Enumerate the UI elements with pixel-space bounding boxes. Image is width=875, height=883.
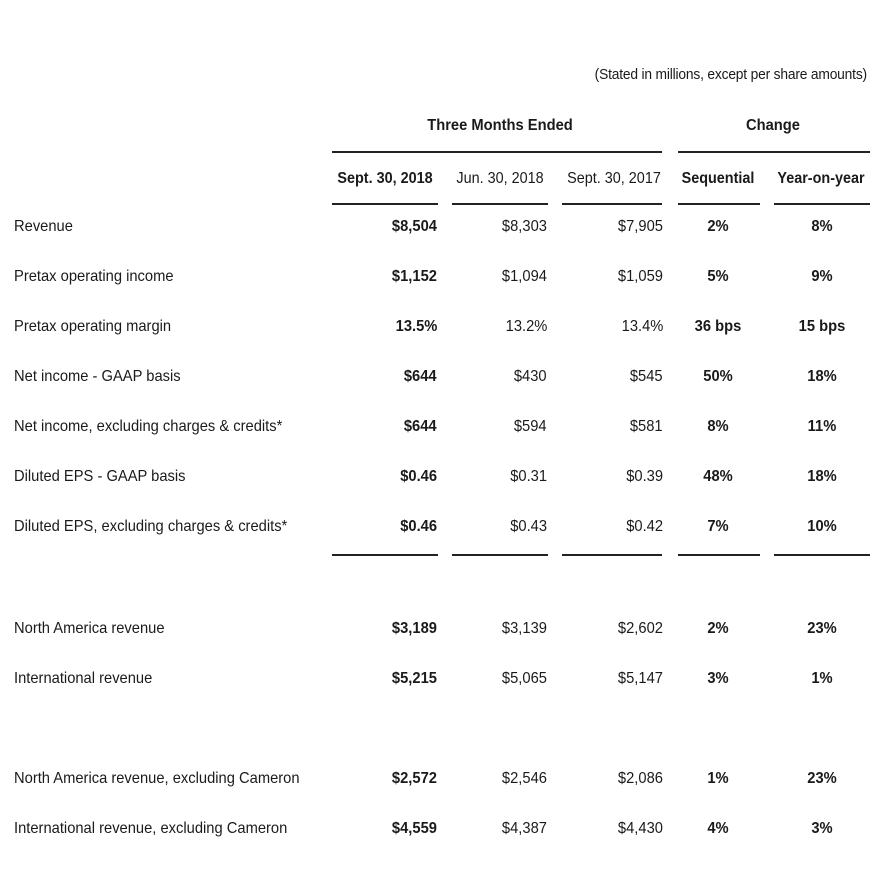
row-label: Net income, excluding charges & credits* — [14, 418, 283, 435]
cell-sequential: 4% — [707, 820, 729, 837]
row-label: Diluted EPS, excluding charges & credits* — [14, 518, 288, 535]
column-underline — [452, 203, 548, 205]
units-note: (Stated in millions, except per share amounts) — [594, 66, 867, 83]
cell-sept-2018: $3,189 — [391, 620, 437, 637]
cell-sequential: 7% — [707, 518, 729, 535]
cell-jun-2018: $5,065 — [501, 670, 547, 687]
cell-year-on-year: 11% — [807, 418, 837, 435]
block-underline — [562, 554, 662, 556]
cell-sequential: 5% — [707, 268, 729, 285]
cell-sept-2017: $1,059 — [617, 268, 663, 285]
row-label: Revenue — [14, 218, 73, 235]
cell-sept-2017: $7,905 — [617, 218, 663, 235]
cell-sequential: 8% — [707, 418, 729, 435]
cell-jun-2018: $594 — [514, 418, 547, 435]
cell-year-on-year: 9% — [811, 268, 833, 285]
cell-sept-2018: $644 — [404, 418, 437, 435]
cell-sequential: 2% — [707, 218, 729, 235]
cell-sept-2017: 13.4% — [621, 318, 663, 335]
cell-sept-2017: $2,086 — [617, 770, 663, 787]
row-label: Diluted EPS - GAAP basis — [14, 468, 186, 485]
cell-sept-2018: $5,215 — [391, 670, 437, 687]
cell-jun-2018: $430 — [514, 368, 547, 385]
header-divider-change — [678, 151, 870, 153]
column-underline — [774, 203, 870, 205]
cell-year-on-year: 8% — [811, 218, 833, 235]
cell-sept-2017: $4,430 — [617, 820, 663, 837]
cell-year-on-year: 18% — [807, 468, 837, 485]
cell-sept-2018: $8,504 — [391, 218, 437, 235]
cell-jun-2018: $0.43 — [510, 518, 547, 535]
cell-jun-2018: 13.2% — [505, 318, 547, 335]
column-underline — [332, 203, 438, 205]
cell-jun-2018: $2,546 — [501, 770, 547, 787]
cell-sequential: 48% — [703, 468, 733, 485]
cell-year-on-year: 1% — [811, 670, 833, 687]
header-change: Change — [746, 117, 800, 134]
column-underline — [562, 203, 662, 205]
cell-sept-2017: $0.39 — [626, 468, 663, 485]
row-label: Pretax operating income — [14, 268, 174, 285]
block-underline — [332, 554, 438, 556]
cell-jun-2018: $3,139 — [501, 620, 547, 637]
block-underline — [678, 554, 760, 556]
cell-year-on-year: 23% — [807, 620, 837, 637]
column-underline — [678, 203, 760, 205]
column-header-sept-2018: Sept. 30, 2018 — [337, 170, 433, 187]
column-header-jun-2018: Jun. 30, 2018 — [456, 170, 544, 187]
cell-sept-2018: $2,572 — [391, 770, 437, 787]
cell-year-on-year: 18% — [807, 368, 837, 385]
row-label: Pretax operating margin — [14, 318, 172, 335]
cell-jun-2018: $0.31 — [510, 468, 547, 485]
cell-jun-2018: $8,303 — [501, 218, 547, 235]
cell-year-on-year: 23% — [807, 770, 837, 787]
cell-sept-2017: $581 — [630, 418, 663, 435]
cell-year-on-year: 10% — [807, 518, 837, 535]
cell-sept-2018: $1,152 — [391, 268, 437, 285]
cell-sept-2017: $545 — [630, 368, 663, 385]
cell-sept-2017: $0.42 — [626, 518, 663, 535]
column-header-year-on-year: Year-on-year — [777, 170, 865, 187]
cell-sept-2017: $2,602 — [617, 620, 663, 637]
row-label: International revenue, excluding Cameron — [14, 820, 288, 837]
row-label: North America revenue, excluding Cameron — [14, 770, 300, 787]
cell-jun-2018: $4,387 — [501, 820, 547, 837]
cell-jun-2018: $1,094 — [501, 268, 547, 285]
header-three-months-ended: Three Months Ended — [427, 117, 573, 134]
column-header-sept-2017: Sept. 30, 2017 — [567, 170, 661, 187]
cell-sequential: 50% — [703, 368, 733, 385]
cell-sept-2018: $644 — [404, 368, 437, 385]
cell-sequential: 36 bps — [694, 318, 742, 335]
cell-sequential: 2% — [707, 620, 729, 637]
block-underline — [452, 554, 548, 556]
cell-sept-2017: $5,147 — [617, 670, 663, 687]
cell-sept-2018: $0.46 — [400, 468, 437, 485]
column-header-sequential: Sequential — [681, 170, 755, 187]
header-divider-three-months — [332, 151, 662, 153]
row-label: International revenue — [14, 670, 153, 687]
cell-sept-2018: $0.46 — [400, 518, 437, 535]
cell-year-on-year: 3% — [811, 820, 833, 837]
cell-sequential: 1% — [707, 770, 729, 787]
row-label: Net income - GAAP basis — [14, 368, 181, 385]
block-underline — [774, 554, 870, 556]
row-label: North America revenue — [14, 620, 165, 637]
cell-sept-2018: 13.5% — [395, 318, 437, 335]
cell-year-on-year: 15 bps — [798, 318, 846, 335]
cell-sequential: 3% — [707, 670, 729, 687]
cell-sept-2018: $4,559 — [391, 820, 437, 837]
